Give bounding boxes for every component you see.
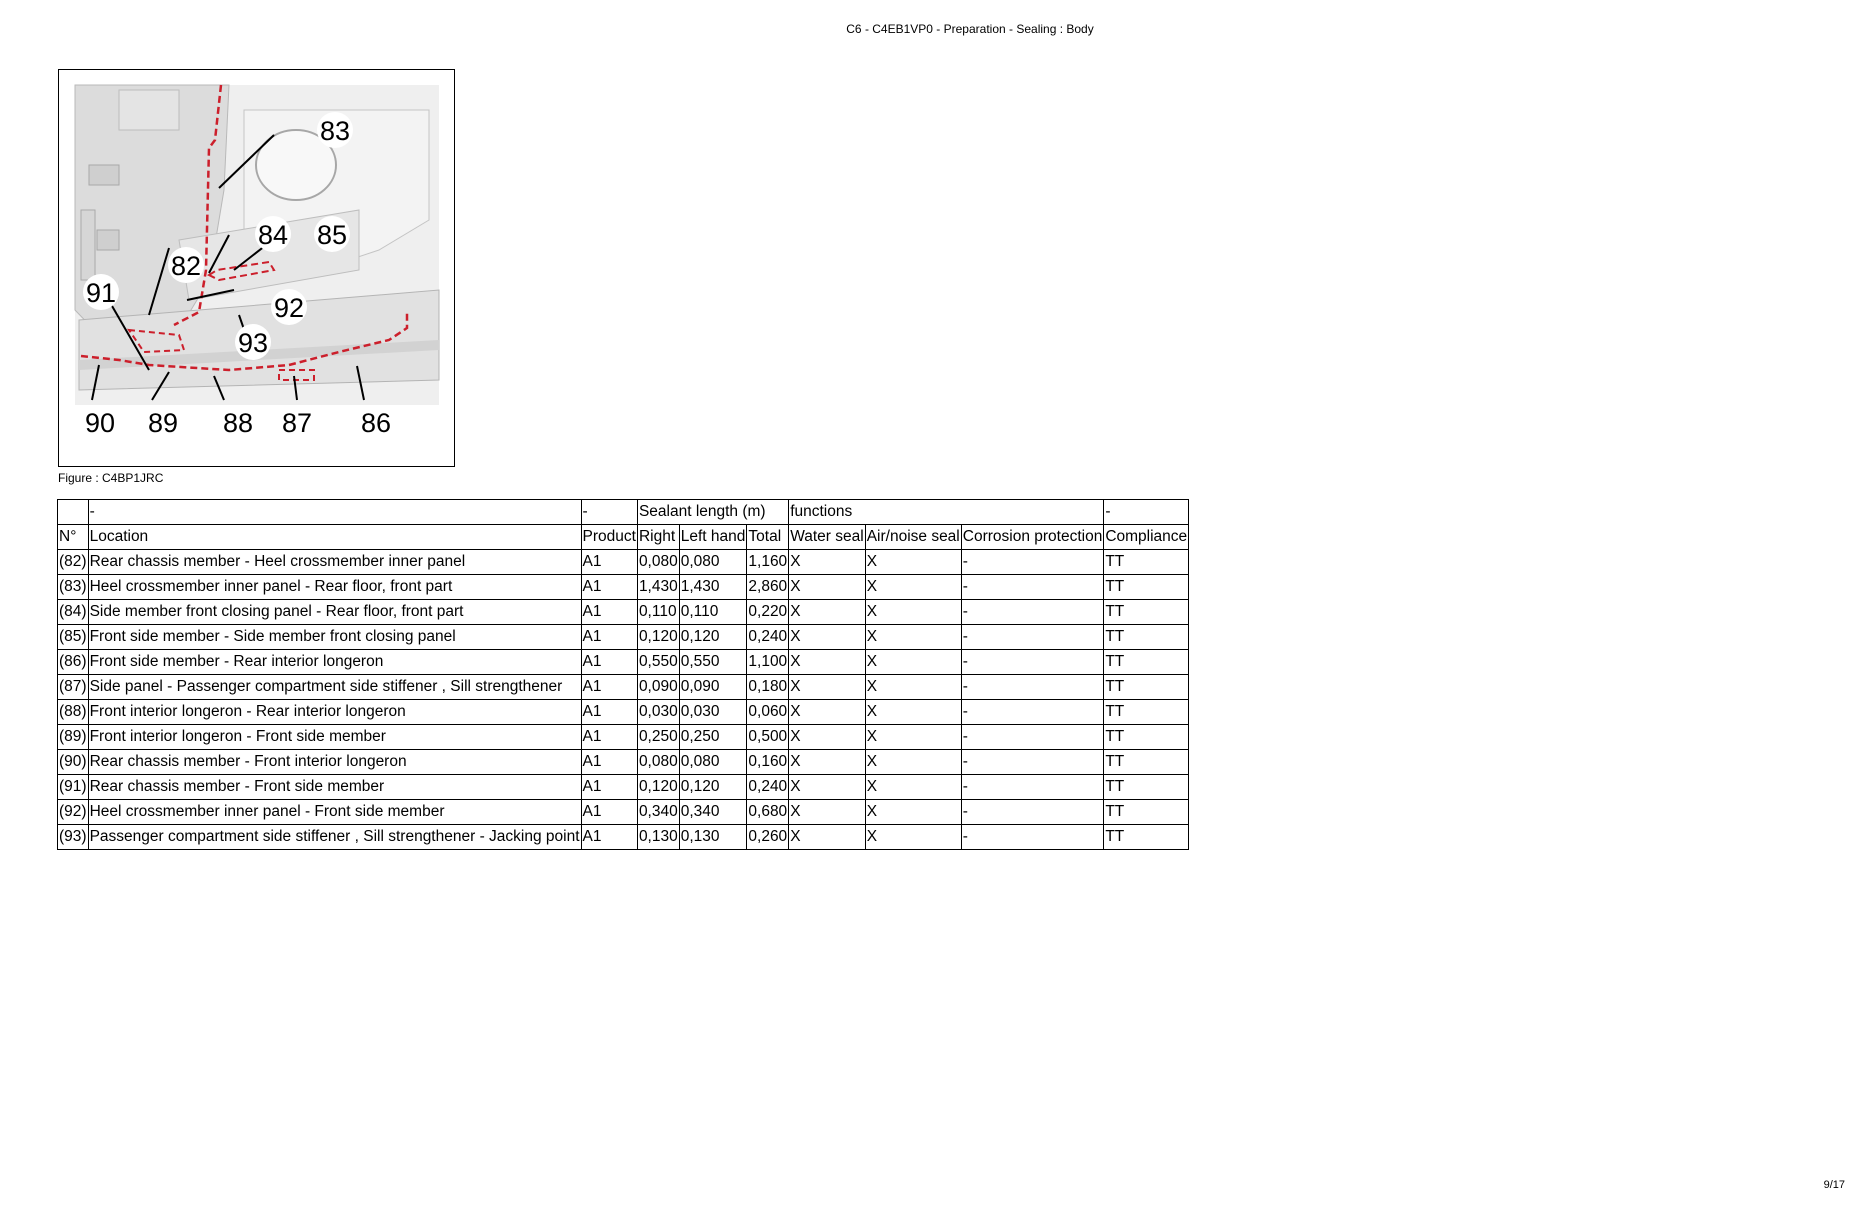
cell-left-hand-length: 0,550 [679, 650, 747, 675]
callout-89: 89 [147, 408, 179, 438]
cell-row-number: (86) [58, 650, 89, 675]
cell-location: Heel crossmember inner panel - Rear floor, front part [88, 575, 581, 600]
cell-left-hand-length: 0,130 [679, 825, 747, 850]
header-cell: - [88, 500, 581, 525]
cell-product: A1 [581, 775, 637, 800]
column-header-water-seal: Water seal [789, 525, 866, 550]
cell-water-seal: X [789, 775, 866, 800]
cell-location: Side member front closing panel - Rear floor, front part [88, 600, 581, 625]
cell-right-length: 0,080 [637, 750, 679, 775]
panel-detail [97, 230, 119, 250]
table-row [58, 725, 1189, 750]
cell-air-noise-seal: X [865, 750, 961, 775]
cell-row-number: (87) [58, 675, 89, 700]
cell-row-number: (85) [58, 625, 89, 650]
cell-water-seal: X [789, 800, 866, 825]
cell-row-number: (90) [58, 750, 89, 775]
cell-location: Front interior longeron - Front side member [88, 725, 581, 750]
cell-compliance: TT [1104, 650, 1189, 675]
cell-compliance: TT [1104, 625, 1189, 650]
cell-total-length: 2,860 [747, 575, 789, 600]
cell-left-hand-length: 0,120 [679, 775, 747, 800]
column-header-number: N° [58, 525, 89, 550]
cell-location: Rear chassis member - Front side member [88, 775, 581, 800]
page-header: C6 - C4EB1VP0 - Preparation - Sealing : Body [846, 22, 1094, 36]
figure-caption: Figure : C4BP1JRC [58, 471, 164, 485]
cell-product: A1 [581, 650, 637, 675]
cell-air-noise-seal: X [865, 775, 961, 800]
cell-right-length: 0,130 [637, 825, 679, 850]
column-header-product: Product [581, 525, 637, 550]
callout-83: 83 [319, 116, 351, 146]
cell-right-length: 0,120 [637, 625, 679, 650]
cell-water-seal: X [789, 825, 866, 850]
cell-total-length: 0,680 [747, 800, 789, 825]
cell-product: A1 [581, 600, 637, 625]
column-header-left-hand: Left hand [679, 525, 747, 550]
cell-product: A1 [581, 750, 637, 775]
cell-location: Side panel - Passenger compartment side stiffener , Sill strengthener [88, 675, 581, 700]
cell-location: Front interior longeron - Rear interior longeron [88, 700, 581, 725]
group-header-row [58, 500, 1189, 525]
cell-location: Heel crossmember inner panel - Front side member [88, 800, 581, 825]
cell-product: A1 [581, 825, 637, 850]
cell-corrosion-protection: - [961, 775, 1104, 800]
cell-product: A1 [581, 675, 637, 700]
cell-right-length: 0,030 [637, 700, 679, 725]
cell-air-noise-seal: X [865, 675, 961, 700]
cell-right-length: 0,340 [637, 800, 679, 825]
cell-left-hand-length: 0,080 [679, 550, 747, 575]
page-number: 9/17 [1823, 1179, 1845, 1191]
cell-water-seal: X [789, 600, 866, 625]
column-header-location: Location [88, 525, 581, 550]
column-header-total: Total [747, 525, 789, 550]
column-header-air-noise-seal: Air/noise seal [865, 525, 961, 550]
cell-left-hand-length: 0,090 [679, 675, 747, 700]
cell-compliance: TT [1104, 675, 1189, 700]
cell-corrosion-protection: - [961, 575, 1104, 600]
cell-row-number: (92) [58, 800, 89, 825]
cell-corrosion-protection: - [961, 750, 1104, 775]
cell-left-hand-length: 0,120 [679, 625, 747, 650]
cell-left-hand-length: 0,340 [679, 800, 747, 825]
cell-total-length: 0,060 [747, 700, 789, 725]
cell-water-seal: X [789, 575, 866, 600]
callout-85: 85 [316, 220, 348, 250]
column-header-compliance: Compliance [1104, 525, 1189, 550]
cell-right-length: 0,080 [637, 550, 679, 575]
cell-corrosion-protection: - [961, 600, 1104, 625]
cell-water-seal: X [789, 725, 866, 750]
callout-82: 82 [170, 251, 202, 281]
sealing-diagram [59, 70, 456, 468]
cell-compliance: TT [1104, 800, 1189, 825]
cell-location: Rear chassis member - Heel crossmember inner panel [88, 550, 581, 575]
cell-row-number: (88) [58, 700, 89, 725]
cell-compliance: TT [1104, 700, 1189, 725]
callout-90: 90 [84, 408, 116, 438]
cell-row-number: (93) [58, 825, 89, 850]
table-row [58, 825, 1189, 850]
cell-left-hand-length: 0,030 [679, 700, 747, 725]
cell-air-noise-seal: X [865, 825, 961, 850]
panel-detail [81, 210, 95, 280]
cell-air-noise-seal: X [865, 700, 961, 725]
column-header-right: Right [637, 525, 679, 550]
cell-compliance: TT [1104, 725, 1189, 750]
cell-air-noise-seal: X [865, 800, 961, 825]
cell-product: A1 [581, 625, 637, 650]
cell-corrosion-protection: - [961, 675, 1104, 700]
sealant-table [57, 499, 1189, 850]
cell-right-length: 0,110 [637, 600, 679, 625]
cell-corrosion-protection: - [961, 825, 1104, 850]
cell-water-seal: X [789, 675, 866, 700]
column-header-corrosion-protection: Corrosion protection [961, 525, 1104, 550]
callout-86: 86 [360, 408, 392, 438]
sealant-length-header: Sealant length (m) [637, 500, 788, 525]
cell-product: A1 [581, 550, 637, 575]
table-row [58, 775, 1189, 800]
table-row [58, 625, 1189, 650]
cell-corrosion-protection: - [961, 800, 1104, 825]
table-row [58, 575, 1189, 600]
cell-right-length: 0,120 [637, 775, 679, 800]
cell-air-noise-seal: X [865, 575, 961, 600]
header-cell-blank [58, 500, 89, 525]
cell-right-length: 1,430 [637, 575, 679, 600]
table-row [58, 800, 1189, 825]
cell-location: Front side member - Rear interior longeron [88, 650, 581, 675]
panel-detail [89, 165, 119, 185]
functions-header: functions [789, 500, 1104, 525]
cell-total-length: 1,160 [747, 550, 789, 575]
column-header-row [58, 525, 1189, 550]
callout-84: 84 [257, 220, 289, 250]
cell-water-seal: X [789, 750, 866, 775]
cell-product: A1 [581, 700, 637, 725]
cell-compliance: TT [1104, 600, 1189, 625]
cell-total-length: 0,220 [747, 600, 789, 625]
cell-compliance: TT [1104, 750, 1189, 775]
cell-left-hand-length: 0,250 [679, 725, 747, 750]
cell-right-length: 0,090 [637, 675, 679, 700]
cell-air-noise-seal: X [865, 725, 961, 750]
cell-corrosion-protection: - [961, 625, 1104, 650]
cell-corrosion-protection: - [961, 700, 1104, 725]
cell-compliance: TT [1104, 775, 1189, 800]
cell-air-noise-seal: X [865, 600, 961, 625]
cell-compliance: TT [1104, 825, 1189, 850]
callout-88: 88 [222, 408, 254, 438]
cell-total-length: 0,500 [747, 725, 789, 750]
figure-illustration [58, 69, 455, 467]
cell-corrosion-protection: - [961, 650, 1104, 675]
cell-product: A1 [581, 725, 637, 750]
cell-left-hand-length: 0,110 [679, 600, 747, 625]
cell-row-number: (84) [58, 600, 89, 625]
table-row [58, 675, 1189, 700]
header-cell: - [581, 500, 637, 525]
cell-water-seal: X [789, 550, 866, 575]
cell-product: A1 [581, 800, 637, 825]
cell-right-length: 0,550 [637, 650, 679, 675]
callout-87: 87 [281, 408, 313, 438]
cell-air-noise-seal: X [865, 650, 961, 675]
table-row [58, 600, 1189, 625]
cell-air-noise-seal: X [865, 625, 961, 650]
cell-location: Passenger compartment side stiffener , Sill strengthener - Jacking point [88, 825, 581, 850]
cell-row-number: (83) [58, 575, 89, 600]
table-row [58, 700, 1189, 725]
callout-92: 92 [273, 293, 305, 323]
cell-location: Rear chassis member - Front interior longeron [88, 750, 581, 775]
cell-left-hand-length: 1,430 [679, 575, 747, 600]
cell-total-length: 0,260 [747, 825, 789, 850]
cell-total-length: 0,160 [747, 750, 789, 775]
cell-total-length: 0,240 [747, 775, 789, 800]
cell-compliance: TT [1104, 550, 1189, 575]
cell-total-length: 1,100 [747, 650, 789, 675]
cell-location: Front side member - Side member front closing panel [88, 625, 581, 650]
panel-detail [119, 90, 179, 130]
cell-corrosion-protection: - [961, 550, 1104, 575]
cell-row-number: (82) [58, 550, 89, 575]
table-row [58, 650, 1189, 675]
cell-corrosion-protection: - [961, 725, 1104, 750]
callout-93: 93 [237, 328, 269, 358]
cell-total-length: 0,180 [747, 675, 789, 700]
callout-91: 91 [85, 278, 117, 308]
table-row [58, 750, 1189, 775]
cell-row-number: (91) [58, 775, 89, 800]
cell-row-number: (89) [58, 725, 89, 750]
cell-air-noise-seal: X [865, 550, 961, 575]
cell-right-length: 0,250 [637, 725, 679, 750]
cell-left-hand-length: 0,080 [679, 750, 747, 775]
cell-water-seal: X [789, 700, 866, 725]
cell-product: A1 [581, 575, 637, 600]
cell-total-length: 0,240 [747, 625, 789, 650]
table-row [58, 550, 1189, 575]
cell-water-seal: X [789, 650, 866, 675]
cell-compliance: TT [1104, 575, 1189, 600]
header-cell: - [1104, 500, 1189, 525]
cell-water-seal: X [789, 625, 866, 650]
